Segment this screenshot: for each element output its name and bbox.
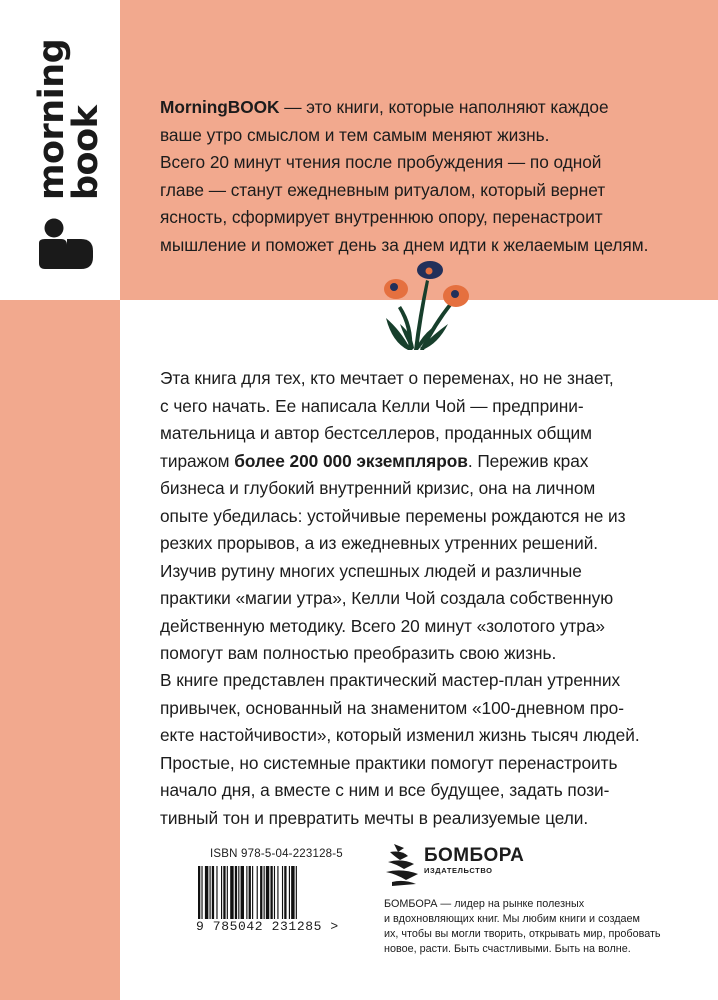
about-line: действенную методику. Всего 20 минут «золотого утра»: [160, 615, 605, 636]
intro-line: Всего 20 минут чтения после пробуждения — по одной: [160, 152, 602, 172]
about-line: Эта книга для тех, кто мечтает о переменах, но не знает,: [160, 368, 614, 388]
publisher-desc-line: новое, расти. Быть счастливыми. Быть на волне.: [384, 943, 631, 955]
about-block: [160, 365, 700, 668]
publisher-name: БОМБОРА: [424, 845, 525, 866]
about-line: резких прорывов, а из ежедневных утренних решений.: [160, 533, 599, 553]
intro-line: мышление и поможет день за днем идти к желаемым целям.: [160, 234, 649, 255]
plan-line: екте настойчивости», который изменил жизнь тысяч людей.: [160, 725, 640, 745]
left-peach-strip: [0, 300, 120, 1000]
publisher-description: [384, 897, 684, 957]
about-line: с чего начать. Ее написала Келли Чой — предприни-: [160, 395, 584, 416]
about-line: тиражом более 200 000 экземпляров. Пережив крах: [160, 450, 589, 471]
plan-block: [160, 667, 700, 832]
brand-morning: morning: [32, 38, 72, 200]
about-line: помогут вам полностью преобразить свою жизнь.: [160, 643, 557, 663]
plan-line: Простые, но системные практики помогут перенастроить: [160, 752, 618, 773]
intro-brand-name: MorningBOOK: [160, 97, 280, 117]
brand-logo-icon: [37, 213, 97, 273]
flowers-illustration-icon: [368, 258, 478, 358]
plan-line: начало дня, а вместе с ним и все будущее, задать пози-: [160, 780, 610, 800]
about-line: Изучив рутину многих успешных людей и различные: [160, 560, 582, 581]
intro-line: ваше утро смыслом и тем самым меняют жизнь.: [160, 124, 550, 145]
about-line: практики «магии утра», Келли Чой создала собственную: [160, 588, 614, 608]
intro-line: MorningBOOK — это книги, которые наполняют каждое: [160, 97, 609, 117]
about-line: опыте убедилась: устойчивые перемены рождаются не из: [160, 505, 626, 526]
about-line: бизнеса и глубокий внутренний кризис, она на личном: [160, 478, 596, 498]
plan-line: В книге представлен практический мастер-план утренних: [160, 670, 621, 690]
publisher-desc-line: их, чтобы вы могли творить, открывать мир, пробовать: [384, 928, 661, 940]
copies-highlight: более 200 000 экземпляров: [234, 450, 468, 471]
brand-book: book: [66, 105, 106, 200]
publisher-desc-line: и вдохновляющих книг. Мы любим книги и создаем: [384, 913, 640, 925]
publisher-subtitle: ИЗДАТЕЛЬСТВО: [424, 866, 493, 875]
barcode-digits: 9 785042 231285 >: [196, 919, 339, 934]
intro-line: главе — станут ежедневным ритуалом, который вернет: [160, 179, 606, 200]
isbn-label: ISBN 978-5-04-223128-5: [210, 848, 343, 860]
intro-block: [160, 94, 700, 259]
bombora-logo-icon: [384, 842, 420, 888]
publisher-desc-line: БОМБОРА — лидер на рынке полезных: [384, 898, 585, 910]
plan-line: тивный тон и превратить мечты в реализуемые цели.: [160, 807, 589, 828]
intro-line: ясность, сформирует внутреннюю опору, перенастроит: [160, 207, 603, 227]
about-line: мательница и автор бестселлеров, проданных общим: [160, 423, 592, 443]
barcode-icon: [196, 866, 334, 926]
plan-line: привычек, основанный на знаменитом «100-дневном про-: [160, 697, 624, 718]
